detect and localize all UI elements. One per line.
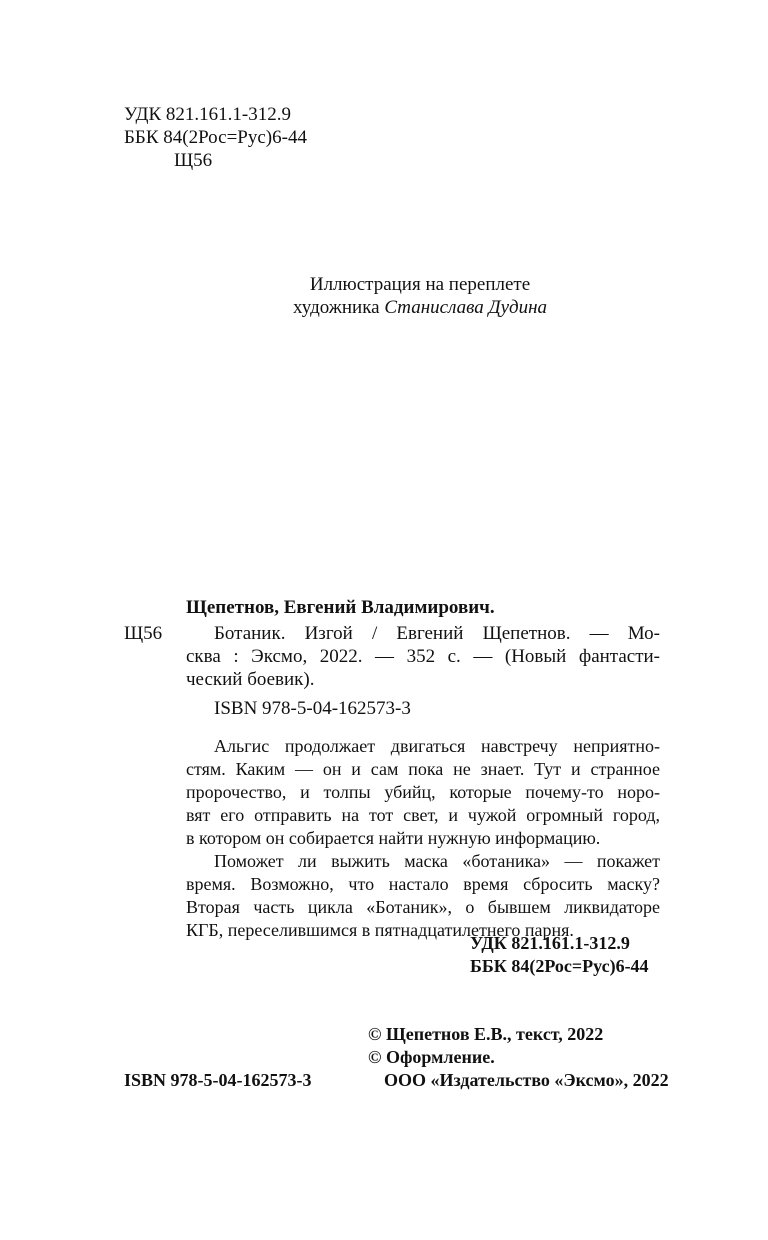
bottom-isbn: ISBN 978-5-04-162573-3: [124, 1070, 312, 1090]
author-mark: Щ56: [174, 150, 213, 171]
bottom-bbk-code: ББК 84(2Рос=Рус)6-44: [470, 956, 649, 976]
catalog-line-3: ческий боевик).: [186, 669, 315, 690]
annotation-line: КГБ, переселившимся в пятнадцатилетнего парня.: [186, 920, 574, 940]
bottom-udk-code: УДК 821.161.1-312.9: [470, 933, 630, 953]
annotation-line: пророчество, и толпы убийц, которые почему-то норо-: [186, 782, 660, 802]
annotation-line: Поможет ли выжить маска «ботаника» — покажет: [214, 851, 660, 871]
annotation-line: Альгис продолжает двигаться навстречу неприятно-: [214, 736, 660, 756]
annotation-line: вят его отправить на тот свет, и чужой огромный город,: [186, 805, 660, 825]
copyright-design: © Оформление.: [368, 1047, 495, 1067]
bottom-classification: [470, 932, 649, 978]
top-classification: [124, 103, 307, 172]
annotation-line: стям. Каким — он и сам пока не знает. Тут и странное: [186, 759, 660, 779]
copyright-text: © Щепетнов Е.В., текст, 2022: [368, 1024, 604, 1044]
catalog-description: [186, 622, 660, 691]
author-heading: Щепетнов, Евгений Владимирович.: [186, 597, 495, 618]
copyright-block: [368, 1023, 669, 1092]
copyright-publisher: ООО «Издательство «Эксмо», 2022: [384, 1070, 669, 1090]
catalog-line-2: сква : Эксмо, 2022. — 352 с. — (Новый фантасти-: [186, 646, 660, 667]
illustration-credit: [220, 273, 620, 319]
udk-code: УДК 821.161.1-312.9: [124, 104, 291, 125]
illustration-line-2: [220, 296, 620, 319]
illustration-line-1: Иллюстрация на переплете: [309, 274, 531, 295]
annotation-line: время. Возможно, что настало время сбросить маску?: [186, 874, 660, 894]
artist-name: Станислава Дудина: [384, 297, 548, 318]
annotation-line: в котором он собирается найти нужную информацию.: [186, 828, 601, 848]
bbk-code: ББК 84(2Рос=Рус)6-44: [124, 127, 307, 148]
catalog-line-1: Ботаник. Изгой / Евгений Щепетнов. — Мо-: [214, 623, 660, 644]
annotation: [186, 735, 660, 942]
illustration-prefix: художника: [292, 297, 385, 318]
catalog-mark: Щ56: [124, 623, 163, 644]
annotation-line: Вторая часть цикла «Ботаник», о бывшем ликвидаторе: [186, 897, 660, 917]
catalog-isbn: ISBN 978-5-04-162573-3: [214, 698, 411, 719]
